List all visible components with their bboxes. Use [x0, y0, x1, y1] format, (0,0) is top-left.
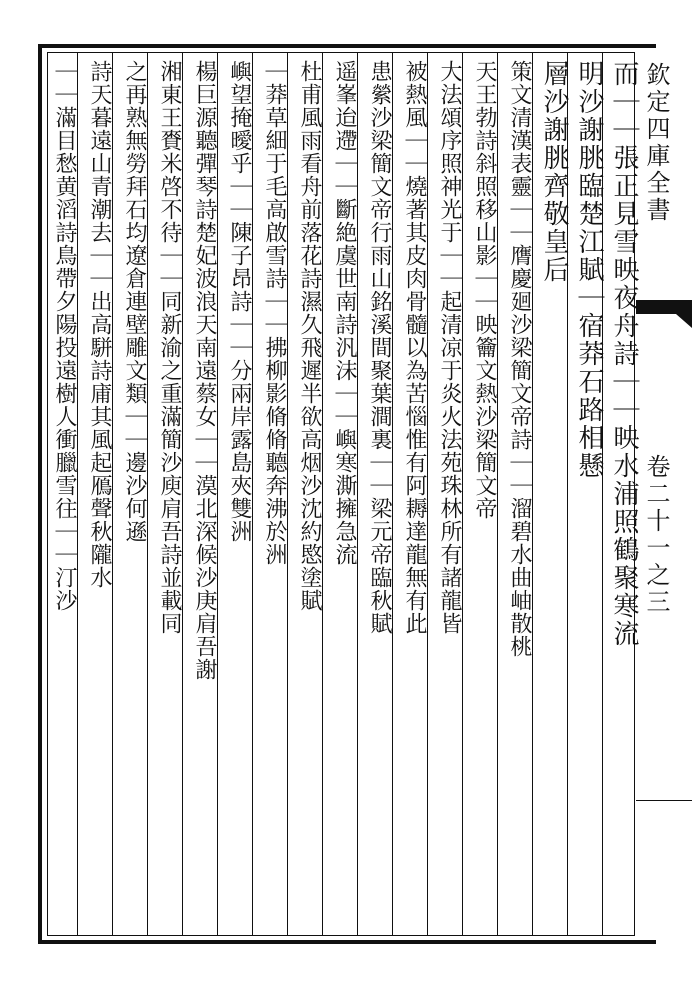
book-title: 欽定四庫全書 — [642, 62, 670, 224]
text-column-15: 之再熟無勞拜石均遼倉連壁雕文類｜｜邊沙何遜 — [122, 60, 147, 543]
text-column-8: 患縈沙梁簡文帝行雨山銘溪間聚葉澗裏｜｜梁元帝臨秋賦 — [367, 60, 392, 635]
text-column-14: 湘東王賚米啓不待｜｜同新渝之重滿簡沙庾肩吾詩並載同 — [157, 60, 182, 635]
text-column-2: 明沙謝朓臨楚江賦｜宿莽石路相懸 — [574, 60, 604, 480]
text-column-16: 詩天暮遠山青潮去｜｜出高駢詩庯其風起鴈聲秋隴水 — [87, 60, 112, 589]
text-column-6: 大法頌序照神光于｜｜起清凉于炎火法苑珠林所有諸龍皆 — [437, 60, 462, 635]
text-column-10: 杜甫風雨看舟前落花詩濕久飛遲半欲高烟沙沈約愍塗賦 — [297, 60, 322, 612]
text-column-13: 楊巨源聽彈琴詩楚妃波浪天南遠蔡女｜｜漠北深候沙庚肩吾謝 — [192, 60, 217, 681]
text-column-11: ｜莽草細于毛高啟雪詩｜｜拂柳影脩脩聽奔沸於洲 — [262, 60, 287, 566]
volume-label: 卷二十一之三 — [642, 454, 670, 616]
text-column-4: 策文清漢表靈｜｜膺慶廻沙梁簡文帝詩｜｜溜碧水曲岫散桃 — [507, 60, 532, 658]
text-column-9: 遥峯迨遰｜｜斷絶虞世南詩汎沫｜｜嶼寒澌擁急流 — [332, 60, 357, 566]
text-column-12: 嶼望掩曖乎｜｜陳子昂詩｜｜分兩岸露島夾雙洲 — [227, 60, 252, 543]
text-column-7: 被熱風｜｜燒著其皮肉骨髓以為苦惱惟有阿耨達龍無有此 — [402, 60, 427, 635]
text-column-17: ｜｜滿目愁黄滔詩鳥帶夕陽投遠樹人衝臘雪往｜｜汀沙 — [52, 60, 77, 612]
text-column-1: 而｜｜張正見雪映夜舟詩｜｜映水浦照鶴聚寒流 — [609, 60, 639, 648]
text-column-5: 天王勃詩斜照移山影｜｜映籥文熱沙梁簡文帝 — [472, 60, 497, 520]
text-column-3: 層沙謝朓齊敬皇后 — [539, 60, 569, 284]
